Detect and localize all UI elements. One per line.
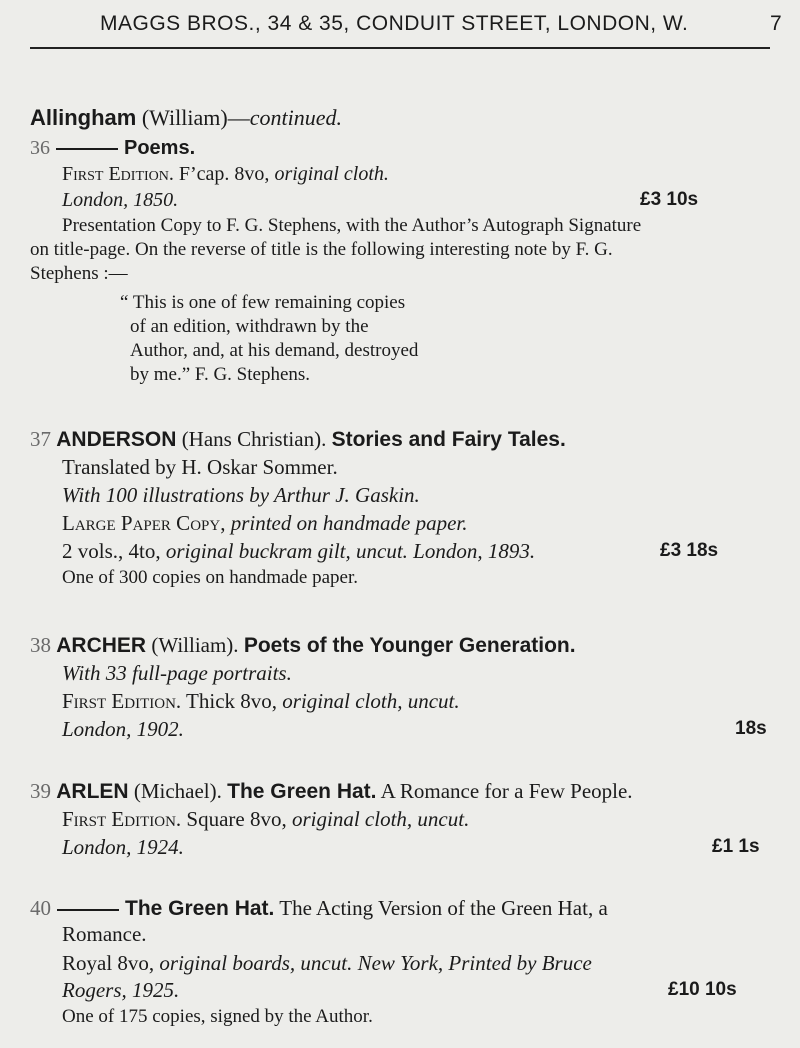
entry-author: ARCHER	[56, 634, 147, 657]
entry-37-line-4	[62, 538, 535, 564]
quote-line-3: Author, and, at his demand, destroyed	[130, 340, 419, 361]
entry-36-note-3: Stephens :—	[30, 263, 128, 284]
entry-39-head	[30, 778, 633, 804]
entry-38-line-2	[62, 688, 460, 714]
entry-37-line-2: With 100 illustrations by Arthur J. Gaskin.	[62, 483, 420, 507]
format-text: Square 8vo,	[181, 807, 292, 831]
entry-40-price: £10 10s	[668, 979, 737, 1000]
binding-text: original cloth.	[274, 163, 389, 185]
header-rule	[30, 47, 770, 49]
entry-author: ARLEN	[56, 780, 129, 803]
author-rest: (Michael).	[128, 779, 228, 803]
edition-label: First Edition.	[62, 807, 182, 831]
entry-title: The Green Hat.	[125, 897, 275, 920]
entry-number: 38	[30, 633, 51, 657]
subtitle-text: The Acting Version of the Green Hat, a	[274, 896, 608, 920]
entry-38-line-1: With 33 full-page portraits.	[62, 661, 292, 685]
entry-36-line	[62, 161, 389, 187]
binding-text: original cloth, uncut.	[292, 807, 470, 831]
entry-36-note-2: on title-page. On the reverse of title is the following interesting note by F. G.	[30, 239, 613, 260]
author-rest: (William)—	[136, 105, 250, 130]
entry-title: Stories and Fairy Tales.	[331, 428, 566, 451]
entry-number: 40	[30, 896, 51, 920]
entry-37-line-5: One of 300 copies on handmade paper.	[62, 567, 358, 588]
entry-39-imprint: London, 1924.	[62, 835, 184, 859]
header-title: MAGGS BROS., 34 & 35, CONDUIT STREET, LONDON, W.	[100, 12, 689, 35]
edition-label: Large Paper Copy,	[62, 511, 226, 535]
ditto-dash	[56, 148, 118, 150]
binding-text: original cloth, uncut.	[282, 689, 460, 713]
author-name: Allingham	[30, 105, 137, 130]
ditto-dash	[57, 909, 119, 911]
edition-label: First Edition.	[62, 689, 182, 713]
entry-38-price: 18s	[735, 718, 767, 739]
entry-title: The Green Hat.	[227, 780, 377, 803]
entry-37-line-1: Translated by H. Oskar Sommer.	[62, 455, 338, 479]
entry-36-imprint: London, 1850.	[62, 189, 179, 211]
format-text: F’cap. 8vo,	[173, 163, 275, 185]
entry-36-price: £3 10s	[640, 189, 699, 210]
entry-40-line-1: Romance.	[62, 922, 147, 946]
page-number: 7	[770, 12, 783, 35]
entry-number: 39	[30, 779, 51, 803]
format-text: Thick 8vo,	[181, 689, 283, 713]
entry-37-head	[30, 426, 566, 452]
subtitle-text: A Romance for a Few People.	[376, 779, 633, 803]
entry-title: Poems.	[124, 137, 196, 159]
quote-line-4: by me.” F. G. Stephens.	[130, 364, 311, 385]
page-header	[0, 8, 800, 38]
entry-number: 37	[30, 427, 51, 451]
entry-38-imprint: London, 1902.	[62, 717, 184, 741]
entry-39-price: £1 1s	[712, 836, 760, 857]
author-heading	[30, 105, 342, 131]
entry-number: 36	[30, 137, 50, 159]
entry-40-line-2	[62, 950, 592, 976]
entry-title: Poets of the Younger Generation.	[243, 634, 576, 657]
binding-text: original boards, uncut. New York, Printed by Bruce	[159, 951, 592, 975]
quote-line-2: of an edition, withdrawn by the	[130, 316, 369, 337]
edition-label: First Edition.	[62, 163, 174, 185]
paper-text: printed on handmade paper.	[225, 511, 468, 535]
entry-36-note-1: Presentation Copy to F. G. Stephens, with the Author’s Autograph Signature	[62, 215, 642, 236]
entry-37-price: £3 18s	[660, 540, 719, 561]
binding-text: original buckram gilt, uncut. London, 1893.	[165, 539, 536, 563]
entry-author: ANDERSON	[56, 428, 177, 451]
quote-line-1: “ This is one of few remaining copies	[120, 292, 406, 313]
format-text: Royal 8vo,	[62, 951, 160, 975]
entry-39-line-1	[62, 806, 469, 832]
format-text: 2 vols., 4to,	[62, 539, 166, 563]
entry-40-imprint: Rogers, 1925.	[62, 978, 180, 1002]
entry-38-head	[30, 632, 576, 658]
entry-40-line-4: One of 175 copies, signed by the Author.	[62, 1006, 373, 1027]
entry-40-head	[30, 895, 608, 921]
author-rest: (William).	[146, 633, 244, 657]
entry-36-head	[30, 135, 195, 161]
continued-label: continued.	[249, 105, 342, 130]
entry-37-line-3	[62, 510, 468, 536]
author-rest: (Hans Christian).	[176, 427, 332, 451]
